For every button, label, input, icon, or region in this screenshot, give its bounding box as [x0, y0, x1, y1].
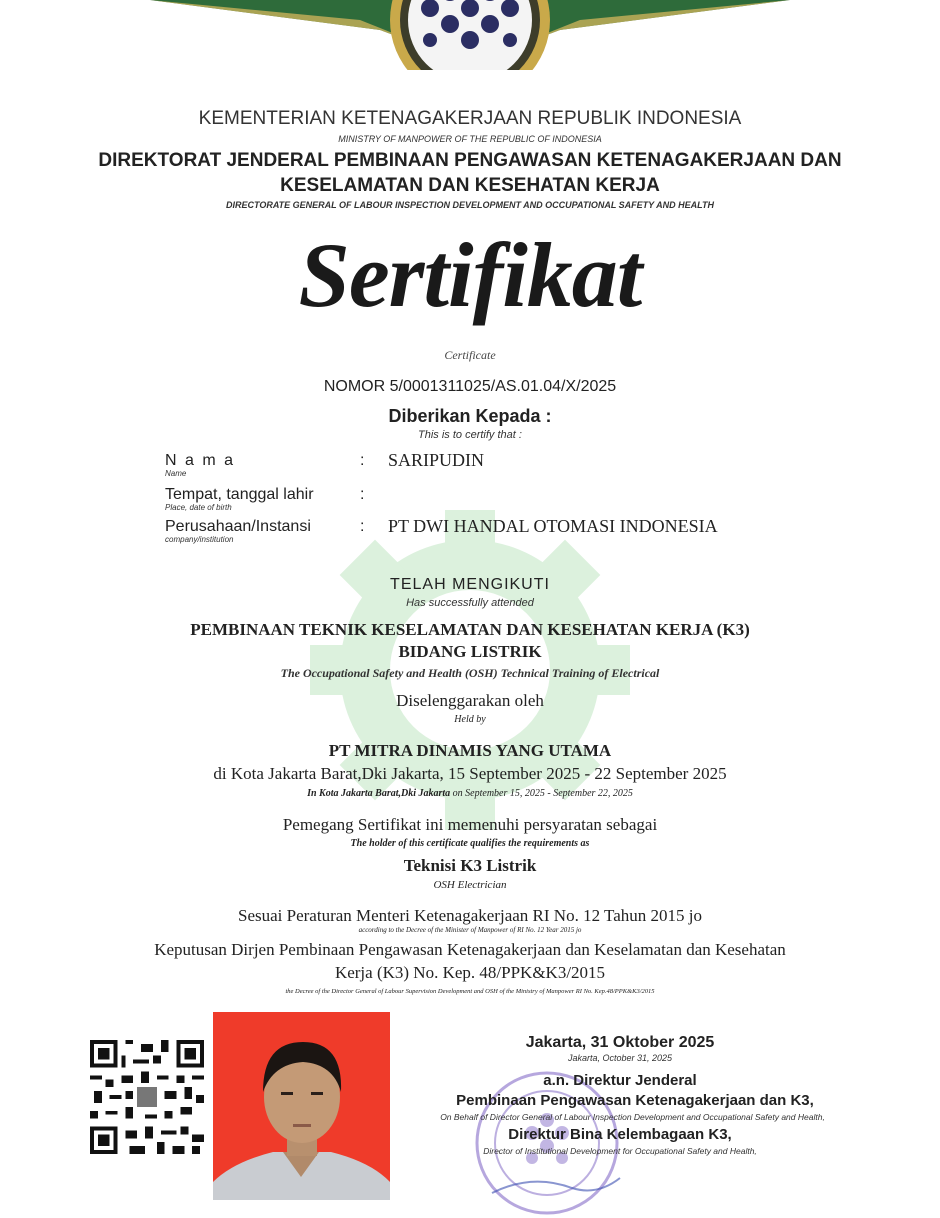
signature-date-en: Jakarta, October 31, 2025	[567, 1053, 673, 1063]
attended-label-en: Has successfully attended	[406, 597, 534, 609]
certificate-title: Sertifikat	[298, 224, 642, 326]
qr-code[interactable]	[90, 1040, 204, 1154]
training-date-en: on September 15, 2025 - September 22, 2025	[452, 788, 633, 799]
birth-label: Tempat, tanggal lahir	[165, 486, 314, 503]
company-label-en: company/institution	[165, 535, 234, 544]
regulation-line1-en: according to the Decree of the Minister of Manpower of RI No. 12 Year 2015 jo	[358, 926, 582, 934]
certificate-number: NOMOR 5/0001311025/AS.01.04/X/2025	[323, 378, 617, 395]
ministry-title: KEMENTERIAN KETENAGAKERJAAN REPUBLIK INDONESIA	[198, 108, 742, 129]
training-place-en: In Kota Jakarta Barat,Dki Jakarta	[307, 788, 451, 799]
company-value: PT DWI HANDAL OTOMASI INDONESIA	[388, 516, 718, 536]
ministry-logo	[390, 0, 550, 70]
organizer-name: PT MITRA DINAMIS YANG UTAMA	[328, 741, 612, 760]
directorate-title-en: DIRECTORATE GENERAL OF LABOUR INSPECTION DEVELOPMENT AND OCCUPATIONAL SAFETY AND HEALTH	[225, 200, 715, 210]
signature-office: Pembinaan Pengawasan Ketenagakerjaan dan K3,	[456, 1092, 814, 1109]
certificate-title-en: Certificate	[444, 348, 496, 362]
regulation-line2: Keputusan Dirjen Pembinaan Pengawasan Ketenagakerjaan dan Keselamatan dan Kesehatan	[154, 940, 786, 959]
training-title-en: The Occupational Safety and Health (OSH) Technical Training of Electrical	[280, 666, 660, 680]
name-label: N a m a	[165, 452, 236, 469]
qualification-statement: Pemegang Sertifikat ini memenuhi persyaratan sebagai	[282, 815, 658, 834]
holder-photo	[213, 1012, 390, 1200]
ministry-title-en: MINISTRY OF MANPOWER OF THE REPUBLIC OF INDONESIA	[338, 134, 602, 144]
signature-director: Direktur Bina Kelembagaan K3,	[508, 1126, 732, 1143]
qualification-role-en: OSH Electrician	[433, 879, 507, 891]
company-label-group	[165, 518, 311, 544]
training-place-date-en	[0, 788, 940, 799]
qualification-statement-en: The holder of this certificate qualifies the requirements as	[350, 838, 590, 849]
signature-date: Jakarta, 31 Oktober 2025	[525, 1034, 715, 1051]
official-stamp-icon	[472, 1068, 622, 1218]
birth-colon: :	[360, 486, 365, 503]
top-decorative-band	[0, 0, 940, 70]
training-title-line2: BIDANG LISTRIK	[398, 642, 542, 661]
regulation-line3: Kerja (K3) No. Kep. 48/PPK&K3/2015	[334, 963, 606, 982]
name-colon: :	[360, 452, 365, 469]
organizer-label-en: Held by	[454, 714, 486, 725]
signature-office-en: On Behalf of Director General of Labour Inspection Development and Occupational Safety and Health,	[440, 1112, 825, 1122]
directorate-title-line2: KESELAMATAN DAN KESEHATAN KERJA	[280, 175, 660, 196]
organizer-label: Diselenggarakan oleh	[396, 691, 544, 710]
regulation-line1: Sesuai Peraturan Menteri Ketenagakerjaan RI No. 12 Tahun 2015 jo	[238, 906, 702, 925]
signature-director-en: Director of Institutional Development for Occupational Safety and Health,	[483, 1146, 757, 1156]
name-label-group	[165, 452, 235, 478]
regulation-line3-en: the Decree of the Director General of Labour Supervision Development and OSH of the Ministry of Manpower RI No. Kep.48/PPK&K3/2015	[285, 988, 655, 995]
training-title-line1: PEMBINAAN TEKNIK KESELAMATAN DAN KESEHATAN KERJA (K3)	[190, 620, 750, 639]
birth-label-en: Place, date of birth	[165, 503, 232, 512]
name-value: SARIPUDIN	[388, 450, 485, 470]
training-place-date: di Kota Jakarta Barat,Dki Jakarta, 15 September 2025 - 22 September 2025	[213, 764, 727, 783]
company-colon: :	[360, 518, 365, 535]
qualification-role: Teknisi K3 Listrik	[403, 856, 537, 875]
directorate-title-line1: DIREKTORAT JENDERAL PEMBINAAN PENGAWASAN KETENAGAKERJAAN DAN	[98, 150, 842, 171]
birth-label-group	[165, 486, 314, 512]
company-label: Perusahaan/Instansi	[165, 518, 311, 535]
name-label-en: Name	[165, 469, 187, 478]
given-to-label-en: This is to certify that :	[418, 429, 522, 441]
signature-on-behalf: a.n. Direktur Jenderal	[543, 1072, 697, 1089]
attended-label: TELAH MENGIKUTI	[390, 576, 550, 593]
person-silhouette-icon	[213, 1012, 390, 1200]
given-to-label: Diberikan Kepada :	[388, 406, 552, 426]
